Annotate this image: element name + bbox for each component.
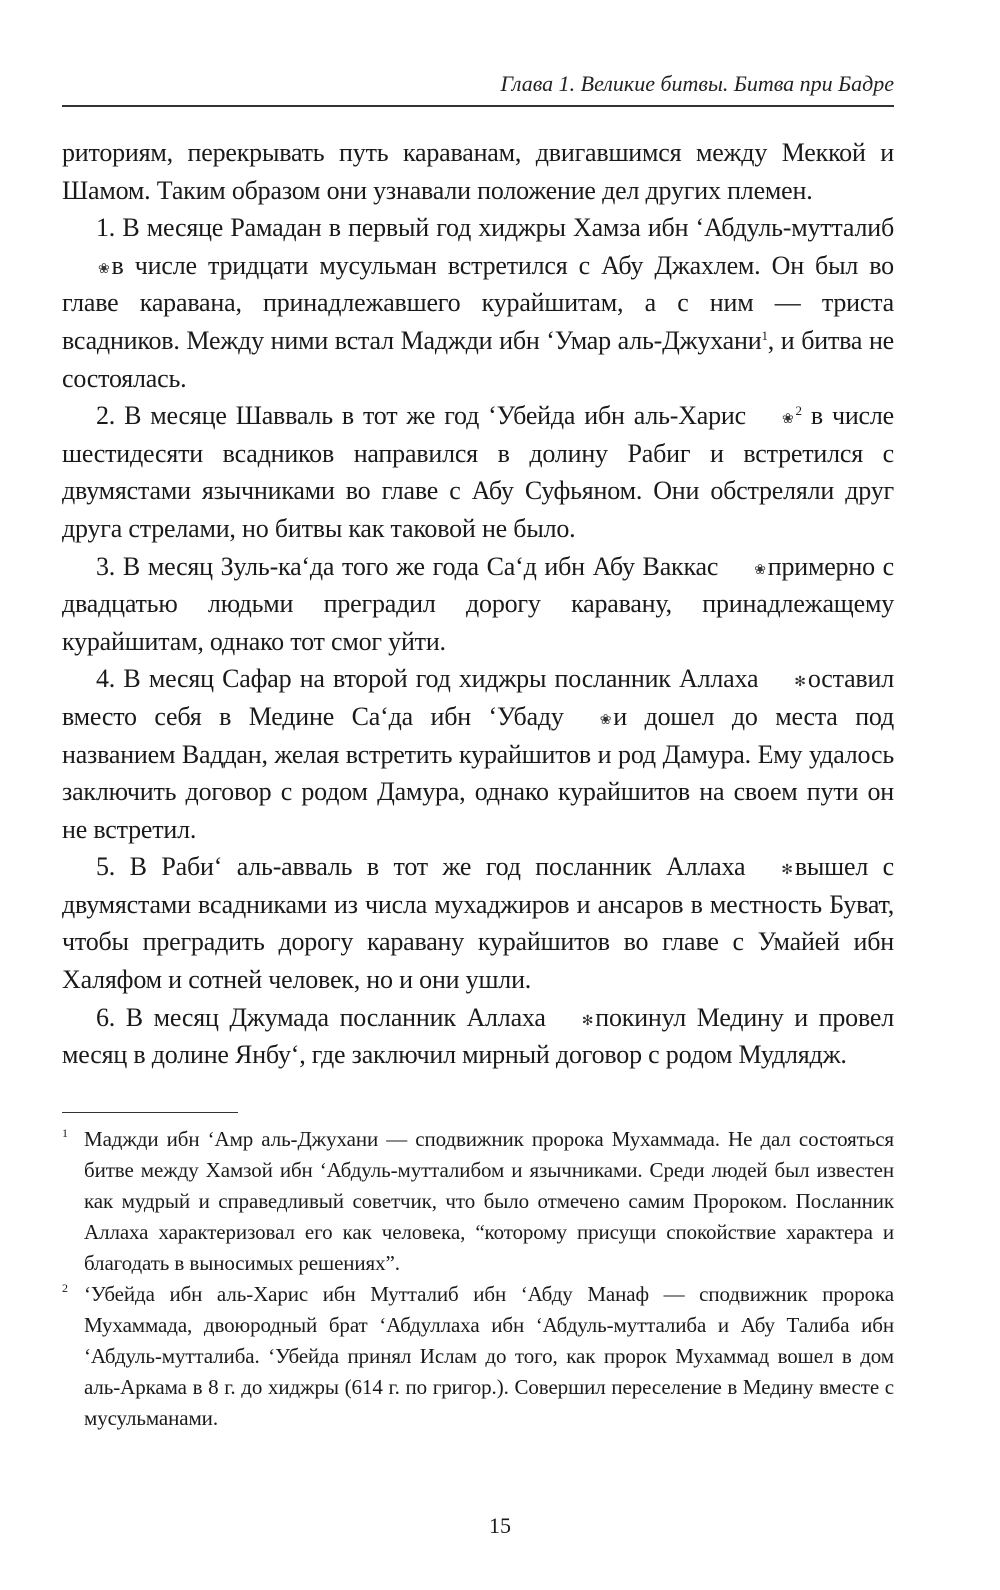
paragraph-continuation xyxy=(62,134,894,209)
paragraph-text: 5. В Раби‘ аль-авваль в тот же год посланник Аллаха xyxy=(96,852,746,882)
paragraph-text: , и битва не состоялась. xyxy=(62,325,894,393)
paragraph-item-6 xyxy=(62,999,894,1074)
footnote-text: ‘Убейда ибн аль-Харис ибн Мутталиб ибн ‘Абду Манаф — сподвижник пророка Мухаммада, двоюродный брат ‘Абдуллаха ибн ‘Абдуль-мутталиба и Абу Талиба ибн ‘Абдуль-мутталиба. ‘Убейда принял Ислам до того, как пророк Мухаммад вошел в дом аль-Аркама в 8 г. до хиджры (614 г. по григор.). Совершил переселение в Медину вместе с мусульманами. xyxy=(84,1282,894,1430)
footnote-ref[interactable]: 2 xyxy=(795,403,802,419)
salawat-ligature-icon: ✻ xyxy=(794,675,806,691)
paragraph-text: 4. В месяц Сафар на второй год хиджры посланник Аллаха xyxy=(96,664,759,694)
page-number: 15 xyxy=(489,1513,511,1538)
paragraph-item-2 xyxy=(62,397,894,547)
salawat-ligature-icon: ✻ xyxy=(581,1013,594,1029)
running-header: Глава 1. Великие битвы. Битва при Бадре xyxy=(500,71,894,96)
paragraph-text: покинул Медину и провел месяц в долине Янбу‘, где заключил мирный договор с родом Мудлядж. xyxy=(62,1002,895,1070)
footnote-1 xyxy=(62,1124,894,1279)
header-divider xyxy=(62,105,894,107)
footnote-number: 1 xyxy=(62,1126,68,1140)
footnote-number: 2 xyxy=(62,1281,68,1295)
paragraph-item-1 xyxy=(62,209,894,397)
paragraph-text: 3. В месяц Зуль-ка‘да того же года Са‘д ибн Абу Ваккас xyxy=(96,551,719,581)
footnote-divider xyxy=(62,1112,238,1113)
paragraph-text: 1. В месяце Рамадан в первый год хиджры Хамза ибн ‘Абдуль-мутталиб xyxy=(96,213,894,243)
paragraph-text: риториям, перекрывать путь караванам, двигавшимся между Меккой и Шамом. Таким образом они узнавали положение дел других племен. xyxy=(62,138,894,205)
honorific-ligature-icon: ❀ xyxy=(782,412,794,428)
paragraph-item-4 xyxy=(62,660,894,848)
honorific-ligature-icon: ❀ xyxy=(98,261,110,277)
honorific-ligature-icon: ❀ xyxy=(754,562,766,578)
paragraph-text: примерно с двадцатью людьми преградил дорогу каравану, принадлежащему курайшитам, однако тот смог уйти. xyxy=(62,551,895,656)
footnote-text: Маджди ибн ‘Амр аль-Джухани — сподвижник пророка Мухаммада. Не дал состояться битве между Хамзой ибн ‘Абдуль-мутталибом и язычниками. Среди людей был известен как мудрый и справедливый советчик, что было отмечено самим Пророком. Посланник Аллаха характеризовал его как человека, “которому присущи спокойствие характера и благодать в выносимых решениях”. xyxy=(84,1127,894,1275)
footnote-ref[interactable]: 1 xyxy=(761,327,768,343)
paragraph-text: вышел с двумястами всадниками из числа мухаджиров и ансаров в местность Буват, чтобы преградить дорогу каравану курайшитов во главе с Умайей ибн Халяфом и сотней человек, но и они ушли. xyxy=(62,852,895,995)
paragraph-text: 2. В месяце Шавваль в тот же год ‘Убейда ибн аль-Харис xyxy=(96,401,746,431)
footnotes-section xyxy=(62,1124,894,1434)
footnote-2 xyxy=(62,1279,894,1434)
honorific-ligature-icon: ❀ xyxy=(599,712,612,728)
paragraph-text: в числе шестидесяти всадников направился в долину Рабиг и встретился с двумястами язычниками во главе с Абу Суфьяном. Они обстреляли друг друга стрелами, но битвы как таковой не было. xyxy=(62,401,895,543)
paragraph-text: в числе тридцати мусульман встретился с Абу Джахлем. Он был во главе каравана, принадлежавшего курайшитам, а с ним — триста всадников. Между ними встал Маджди ибн ‘Умар аль-Джухани xyxy=(62,250,894,355)
salawat-ligature-icon: ✻ xyxy=(781,863,793,879)
paragraph-text: оставил вместо себя в Медине Са‘да ибн ‘Убаду xyxy=(62,664,894,731)
paragraph-item-3 xyxy=(62,548,894,661)
paragraph-text: 6. В месяц Джумада посланник Аллаха xyxy=(96,1002,546,1032)
main-text xyxy=(62,134,894,1074)
paragraph-text: и дошел до места под названием Ваддан, желая встретить курайшитов и род Дамура. Ему удалось заключить договор с родом Дамура, однако курайшитов на своем пути он не встретил. xyxy=(62,701,895,844)
paragraph-item-5 xyxy=(62,848,894,998)
